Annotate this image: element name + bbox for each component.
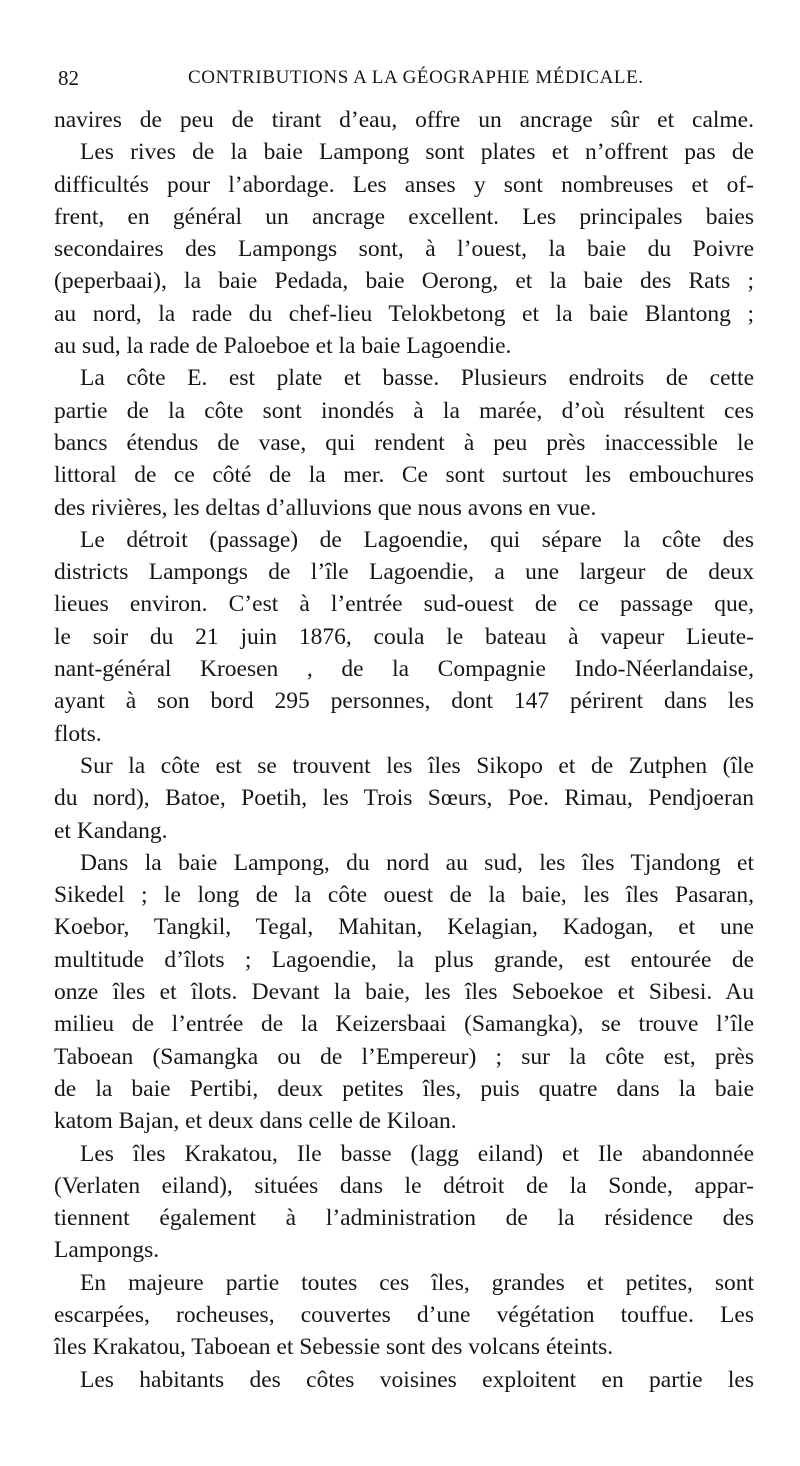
text-line: districts Lampongs de l’île Lagoendie, a une largeur de deux <box>54 559 754 586</box>
text-line: Les habitants des côtes voisines exploitent en partie les <box>80 1366 754 1393</box>
text-line: En majeure partie toutes ces îles, grandes et petites, sont <box>80 1269 754 1296</box>
text-line: de la baie Pertibi, deux petites îles, puis quatre dans la baie <box>54 1075 754 1102</box>
text-line: au sud, la rade de Paloeboe et la baie Lagoendie. <box>54 333 512 360</box>
text-line: Les îles Krakatou, Ile basse (lagg eiland) et Ile abandonnée <box>80 1140 754 1167</box>
text-line: lieues environ. C’est à l’entrée sud-ouest de ce passage que, <box>54 591 754 618</box>
text-line: Dans la baie Lampong, du nord au sud, les îles Tjandong et <box>80 849 754 876</box>
text-line: et Kandang. <box>54 817 168 844</box>
text-line: au nord, la rade du chef-lieu Telokbetong et la baie Blantong ; <box>54 300 754 327</box>
running-title: CONTRIBUTIONS A LA GÉOGRAPHIE MÉDICALE. <box>188 67 644 88</box>
text-line: flots. <box>54 720 102 747</box>
text-line: partie de la côte sont inondés à la marée, d’où résultent ces <box>54 397 754 424</box>
text-line: multitude d’îlots ; Lagoendie, la plus grande, est entourée de <box>54 946 754 973</box>
text-line: difficultés pour l’abordage. Les anses y sont nombreuses et of- <box>54 171 754 198</box>
text-line: secondaires des Lampongs sont, à l’ouest, la baie du Poivre <box>54 236 754 263</box>
text-line: onze îles et îlots. Devant la baie, les îles Seboekoe et Sibesi. Au <box>54 979 754 1006</box>
text-line: Sikedel ; le long de la côte ouest de la baie, les îles Pasaran, <box>54 882 754 909</box>
text-line: Les rives de la baie Lampong sont plates et n’offrent pas de <box>80 139 754 166</box>
text-line: bancs étendus de vase, qui rendent à peu près inaccessible le <box>54 429 754 456</box>
text-line: du nord), Batoe, Poetih, les Trois Sœurs, Poe. Rimau, Pendjoeran <box>54 785 754 812</box>
text-line: ayant à son bord 295 personnes, dont 147 périrent dans les <box>54 688 754 715</box>
text-line: (Verlaten eiland), situées dans le détroit de la Sonde, appar- <box>54 1172 754 1199</box>
text-line: (peperbaai), la baie Pedada, baie Oerong, et la baie des Rats ; <box>54 268 754 295</box>
text-line: Taboean (Samangka ou de l’Empereur) ; sur la côte est, près <box>54 1043 754 1070</box>
text-line: Koebor, Tangkil, Tegal, Mahitan, Kelagian, Kadogan, et une <box>54 914 754 941</box>
text-line: escarpées, rocheuses, couvertes d’une végétation touffue. Les <box>54 1301 754 1328</box>
text-line: nant-général Kroesen , de la Compagnie Indo-Néerlandaise, <box>54 656 754 683</box>
text-line: des rivières, les deltas d’alluvions que nous avons en vue. <box>54 494 597 521</box>
text-line: Lampongs. <box>54 1237 160 1264</box>
text-line: littoral de ce côté de la mer. Ce sont surtout les embouchures <box>54 462 754 489</box>
text-line: le soir du 21 juin 1876, coula le bateau à vapeur Lieute- <box>54 623 754 650</box>
text-line: frent, en général un ancrage excellent. Les principales baies <box>54 203 754 230</box>
text-line: Le détroit (passage) de Lagoendie, qui sépare la côte des <box>80 526 754 553</box>
text-line: La côte E. est plate et basse. Plusieurs endroits de cette <box>80 365 754 392</box>
page-number: 82 <box>58 66 79 90</box>
text-line: tiennent également à l’administration de la résidence des <box>54 1205 754 1232</box>
text-line: Sur la côte est se trouvent les îles Sikopo et de Zutphen (île <box>80 752 754 779</box>
text-line: îles Krakatou, Taboean et Sebessie sont des volcans éteints. <box>54 1334 614 1361</box>
page-header <box>58 64 748 94</box>
body-text <box>54 104 754 1396</box>
text-line: milieu de l’entrée de la Keizersbaai (Samangka), se trouve l’île <box>54 1011 754 1038</box>
text-line: navires de peu de tirant d’eau, offre un ancrage sûr et calme. <box>54 107 754 133</box>
text-line: katom Bajan, et deux dans celle de Kiloan. <box>54 1108 457 1135</box>
